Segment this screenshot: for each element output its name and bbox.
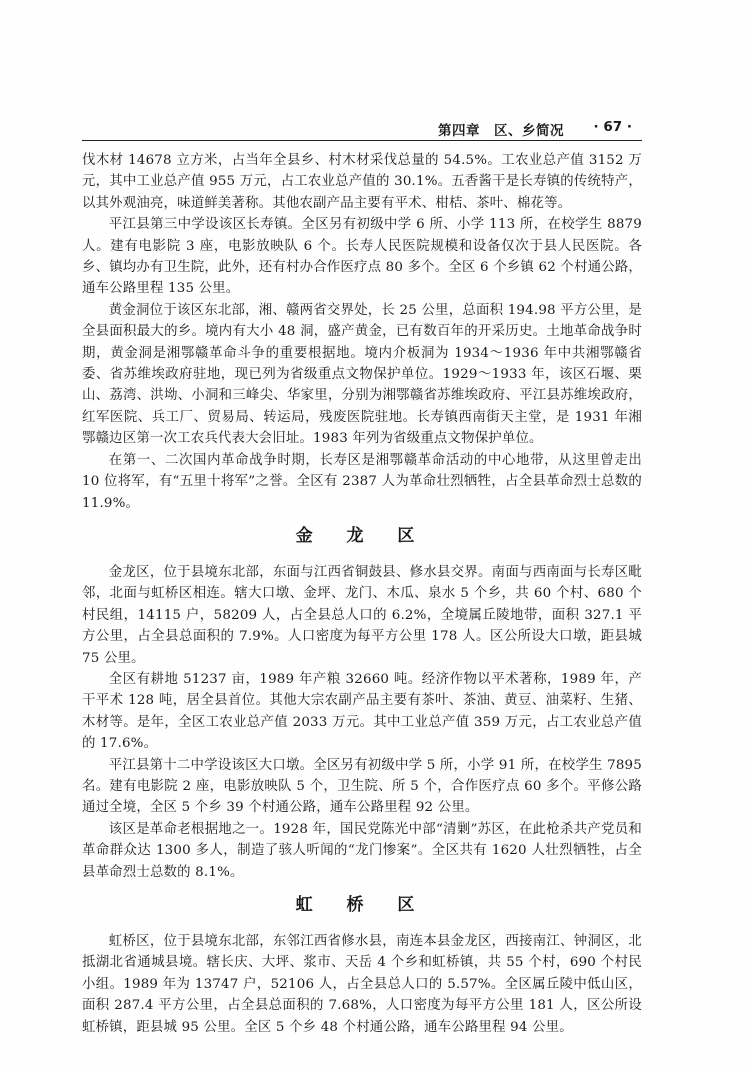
paragraph: 平江县第十二中学设该区大口墩。全区另有初级中学 5 所，小学 91 所，在校学生 7895 名。建有电影院 2 座，电影放映队 5 个，卫生院、所 5 个，合作医疗点 60 多个。平修公路通过全境，全区 5 个乡 39 个村通公路，通车公路里程 92 公里。 [82,757,642,816]
chapter-title: 第四章 区、乡简况 [438,123,564,139]
paragraph: 金龙区，位于县境东北部，东面与江西省铜鼓县、修水县交界。南面与西南面与长寿区毗邻，北面与虹桥区相连。辖大口墩、金坪、龙门、木瓜、泉水 5 个乡，共 60 个村、680 个村民组，14115 户，58209 人，占全县总人口的 6.2%，全境属丘陵地带，面积 327.1 平方公里，占全县总面积的 7.9%。人口密度为每平方公里 178 人。区公所设大口墩，距县城 75 公里。 [82,564,642,666]
paragraph: 黄金洞位于该区东北部，湘、赣两省交界处，长 25 公里，总面积 194.98 平方公里，是全县面积最大的乡。境内有大小 48 洞，盛产黄金，已有数百年的开采历史。土地革命战争时期，黄金洞是湘鄂赣革命斗争的重要根据地。境内介板洞为 1934～1936 年中共湘鄂赣省委、省苏维埃政府驻地，现已列为省级重点文物保护单位。1929～1933 年，该区石堰、栗山、荔湾、洪坳、小洞和三峰尖、华家里，分别为湘鄂赣省苏维埃政府、平江县苏维埃政府，红军医院、兵工厂、贸易局、转运局，残废医院驻地。长寿镇西南街天主堂，是 1931 年湘鄂赣边区第一次工农兵代表大会旧址。1983 年列为省级重点文物保护单位。 [82,302,642,447]
paragraph: 该区是革命老根据地之一。1928 年，国民党陈光中部“清剿”苏区，在此枪杀共产党员和革命群众达 1300 多人，制造了骇人听闻的“龙门惨案”。全区共有 1620 人壮烈牺牲，占全县革命烈士总数的 8.1%。 [82,821,642,880]
paragraph: 伐木材 14678 立方米，占当年全县乡、村木材采伐总量的 54.5%。工农业总产值 3152 万元，其中工业总产值 955 万元，占工农业总产值的 30.1%。五香酱干是长寿镇的传统特产，以其外观油亮，味道鲜美著称。其他农副产品主要有平术、柑桔、茶叶、棉花等。 [82,153,642,211]
section-heading-jinlong: 金 龙 区 [295,525,429,546]
page-body [82,150,642,1038]
paragraph: 平江县第三中学设该区长寿镇。全区另有初级中学 6 所、小学 113 所，在校学生 8879 人。建有电影院 3 座，电影放映队 6 个。长寿人民医院规模和设备仅次于县人民医院。各乡、镇均办有卫生院，此外，还有村办合作医疗点 80 多个。全区 6 个乡镇 62 个村通公路，通车公路里程 135 公里。 [82,217,642,297]
paragraph: 虹桥区，位于县境东北部，东邻江西省修水县，南连本县金龙区，西接南江、钟洞区，北抵湖北省通城县境。辖长庆、大坪、浆市、天岳 4 个乡和虹桥镇，共 55 个村，690 个村民小组。1989 年为 13747 户，52106 人，占全县总人口的 5.57%。全区属丘陵中低山区，面积 287.4 平方公里，占全县总面积的 7.68%，人口密度为每平方公里 181 人，区公所设虹桥镇，距县城 95 公里。全区 5 个乡 48 个村通公路，通车公路里程 94 公里。 [82,934,642,1035]
section-heading-hongqiao: 虹 桥 区 [295,895,429,915]
paragraph: 全区有耕地 51237 亩，1989 年产粮 32660 吨。经济作物以平术著称，1989 年，产干平术 128 吨，居全县首位。其他大宗农副产品主要有茶叶、茶油、黄豆、油菜籽、生猪、木材等。是年，全区工农业总产值 2033 万元。其中工业总产值 359 万元，占工农业总产值的 17.6%。 [82,671,642,752]
paragraph: 在第一、二次国内革命战争时期，长寿区是湘鄂赣革命活动的中心地带，从这里曾走出 10 位将军，有“五里十将军”之誉。全区有 2387 人为革命壮烈牺牲，占全县革命烈士总数的 11.9%。 [82,452,642,511]
running-header [82,116,642,141]
page-number: · 67 · [593,119,632,135]
